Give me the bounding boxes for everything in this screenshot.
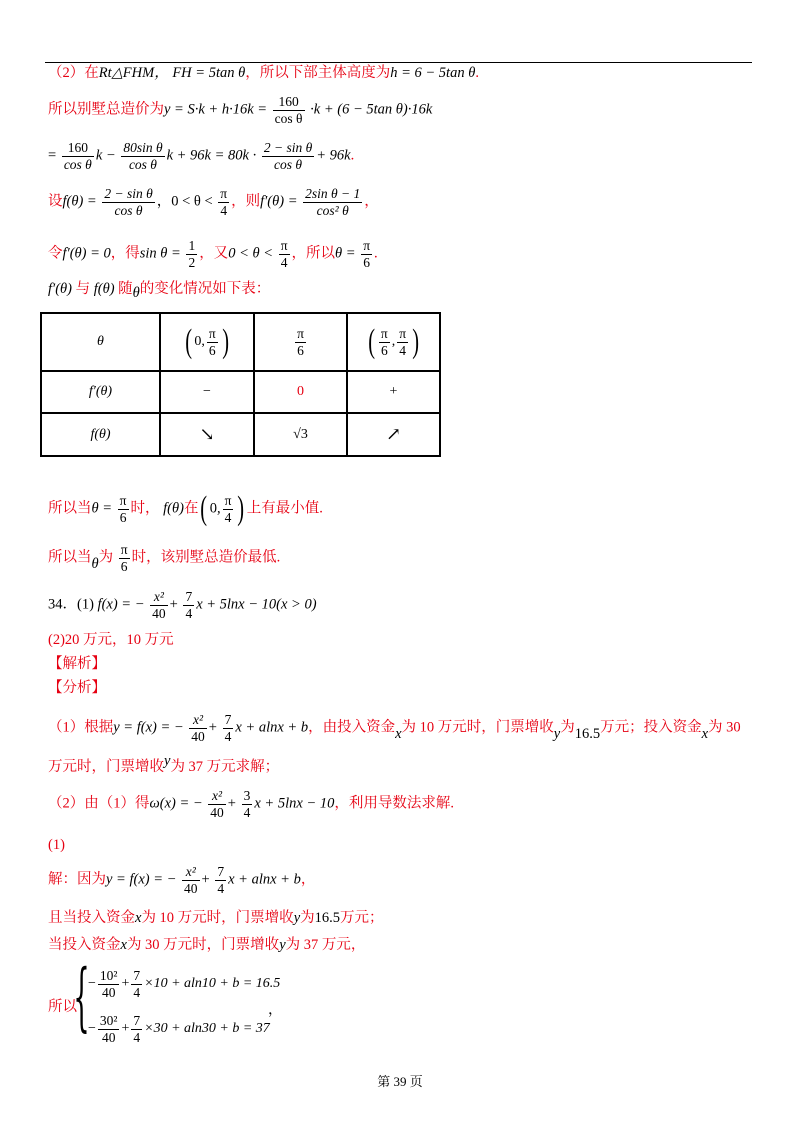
eq2-c: k + 96k = 80k · <box>166 147 257 164</box>
eq2-eq: = <box>48 147 57 164</box>
an2-frac2-den: 4 <box>243 804 251 820</box>
page-number: 第 39 页 <box>377 1074 423 1089</box>
sol-frac2-num: 7 <box>217 864 225 879</box>
let-frac1-num: 1 <box>188 238 196 253</box>
table-cell-interval2: ( $\frac{\pi}{6}$ , $\frac{\pi}{4}$ ) <box>347 313 440 371</box>
table-cell-interval1: ( 0, $\frac{\pi}{6}$ ) <box>160 313 254 371</box>
sys1-c: ×10 + aln10 + b = 16.5 <box>144 976 281 992</box>
set-frac3-num: 2sin θ − 1 <box>305 186 361 201</box>
sys1-frac2-num: 7 <box>133 968 141 983</box>
let-b: ，得 <box>110 245 140 262</box>
set-frac2 <box>218 186 229 218</box>
let-frac2-num: π <box>280 238 288 253</box>
q34-frac1-den: 40 <box>152 605 166 621</box>
cond1-b: 为 10 万元时，门票增收 <box>141 910 294 926</box>
an2-plus: + <box>227 795 236 812</box>
point-den: 6 <box>297 342 304 358</box>
an1-frac2-num: 7 <box>224 712 232 727</box>
row-f-decreasing-arrow-icon: ↘ <box>160 413 254 456</box>
eq2-frac2-num: 80sin θ <box>123 140 163 155</box>
an1-g: 为 <box>560 719 575 736</box>
sol-a: 解：因为 <box>48 871 106 888</box>
intro-rest-text: ，所以下部主体高度为 <box>245 65 391 81</box>
sol-frac2-den: 4 <box>217 880 225 896</box>
set-c: ，则 <box>231 193 261 210</box>
min-c: 时， <box>130 500 160 517</box>
let-lead: 令 <box>48 245 63 262</box>
row-fprime-v1: − <box>160 371 254 413</box>
intro-h-formula: h = 6 − 5tan θ <box>390 65 476 81</box>
set-frac2-den: 4 <box>220 202 228 218</box>
min-frac1 <box>118 493 129 525</box>
low-frac-num: π <box>120 542 128 557</box>
cond2-b: 为 30 万元时，门票增收 <box>126 937 280 953</box>
low-a: 所以当 <box>48 549 92 566</box>
let-frac2-den: 4 <box>280 254 288 270</box>
min-frac2 <box>223 493 234 525</box>
q34-answer2: (2)20 万元，10 万元 <box>48 632 174 648</box>
caption-f: f(θ) <box>93 281 115 297</box>
table-cell-point <box>254 313 347 371</box>
sys2-plus: + <box>121 1021 130 1037</box>
eq2-frac1 <box>62 140 94 172</box>
min-frac1-den: 6 <box>119 509 127 525</box>
row-fprime-v2: 0 <box>254 371 347 413</box>
lowest-line <box>48 542 280 574</box>
cost-expr-b: ·k + (6 − 5tan θ)·16k <box>310 101 433 118</box>
let-end: . <box>374 245 378 262</box>
cond1-d: 万元； <box>340 910 384 926</box>
intro-text: （2）在 <box>48 65 99 81</box>
an1-plus: + <box>208 719 217 736</box>
interval2-num1: π <box>380 325 388 341</box>
an1-d: x + alnx + b <box>235 719 309 736</box>
table-row <box>41 313 440 371</box>
sys2-c: ×30 + aln30 + b = 37 <box>144 1021 270 1037</box>
an2-b: ω(x) = − <box>149 795 203 812</box>
expand-line <box>48 140 354 172</box>
condition1-line <box>48 911 384 926</box>
variation-table <box>40 312 441 457</box>
sys1-frac2-den: 4 <box>133 984 141 1000</box>
part2-intro-line <box>48 66 479 81</box>
let-d: ，又 <box>199 245 229 262</box>
let-a: f′(θ) = 0 <box>62 245 111 262</box>
q34-line <box>48 589 317 621</box>
low-frac <box>119 542 130 574</box>
an1-frac2 <box>223 712 234 744</box>
cost-line <box>48 94 432 126</box>
let-frac1 <box>186 238 197 270</box>
q34-d: x + 5lnx − 10(x > 0) <box>196 596 317 613</box>
row-fprime-label: f′(θ) <box>41 371 160 413</box>
eq2-frac3 <box>262 140 314 172</box>
an1-value: 16.5 <box>574 726 601 743</box>
sys2-frac1-num: 30² <box>99 1013 118 1028</box>
caption-fprime: f′(θ) <box>48 281 72 297</box>
row-f-label: f(θ) <box>41 413 160 456</box>
system-eq1 <box>88 968 280 1000</box>
let-c: sin θ = <box>139 245 181 262</box>
low-frac-den: 6 <box>120 558 128 574</box>
so-lead: 所以 <box>48 999 77 1015</box>
cond2-x: x <box>120 937 127 953</box>
sol-e: ， <box>300 871 316 888</box>
interval1-den: 6 <box>208 342 216 358</box>
sys2-minus: − <box>88 1021 96 1037</box>
set-frac3-den: cos² θ <box>316 202 349 218</box>
intro-triangle: Rt△FHM， <box>98 65 169 81</box>
cost-lead: 所以别墅总造价为 <box>48 101 164 118</box>
cost-frac-num: 160 <box>273 94 305 111</box>
an2-e: ，利用导数法求解. <box>334 795 454 812</box>
an2-frac1-den: 40 <box>210 804 224 820</box>
interval2-den1: 6 <box>380 342 388 358</box>
q34-frac2 <box>183 589 194 621</box>
min-a: 所以当 <box>48 500 92 517</box>
an1-h: 万元；投入资金 <box>600 719 702 736</box>
an1-frac1-num: x² <box>189 712 207 729</box>
q34-plus: + <box>169 596 178 613</box>
header-rule <box>45 62 752 63</box>
an1-frac1 <box>189 712 207 744</box>
sol-frac1-den: 40 <box>184 880 198 896</box>
row-fprime-v3: + <box>347 371 440 413</box>
q34-frac1-num: x² <box>150 589 168 606</box>
min-e: 在 <box>183 500 199 517</box>
min-frac2-num: π <box>224 492 232 508</box>
eq2-b: k − <box>95 147 116 164</box>
eq2-frac1-num: 160 <box>62 140 94 157</box>
eq2-frac1-den: cos θ <box>63 156 92 172</box>
set-frac1-den: cos θ <box>114 202 143 218</box>
sol-frac1 <box>182 864 200 896</box>
an1-a: （1）根据 <box>48 719 114 736</box>
caption-theta: θ <box>132 285 140 301</box>
condition2-line <box>48 938 365 953</box>
system-brace: { <box>73 954 90 1040</box>
set-frac2-num: π <box>220 186 228 201</box>
an1-cont-a: 万元时，门票增收 <box>48 759 164 775</box>
sys1-frac1-num: 10² <box>99 968 118 983</box>
analysis-line1-cont <box>48 753 280 775</box>
an1-e: ，由投入资金 <box>308 719 396 736</box>
low-b: θ <box>91 556 99 573</box>
caption-and: 与 <box>75 281 91 297</box>
set-b: ，0 < θ < <box>156 193 213 210</box>
let-f: ，所以 <box>291 245 336 262</box>
analysis-line2 <box>48 788 454 820</box>
solution-line <box>48 864 315 896</box>
eq2-frac3-num: 2 − sin θ <box>263 140 313 155</box>
analysis-line1 <box>48 712 741 744</box>
analysis-tag: 【解析】 <box>48 656 106 672</box>
q34-frac1 <box>150 589 168 621</box>
sys2-frac2-den: 4 <box>133 1029 141 1045</box>
sol-frac2 <box>215 864 226 896</box>
an1-frac2-den: 4 <box>224 728 232 744</box>
an1-y: y <box>553 726 561 743</box>
min-d: f(θ) <box>163 500 184 517</box>
eq2-end: . <box>350 147 355 164</box>
low-c: 为 <box>98 549 114 566</box>
an2-d: x + 5lnx − 10 <box>254 795 335 812</box>
part1-label: (1) <box>48 837 65 853</box>
sys-end: ， <box>268 1002 283 1018</box>
let-e: 0 < θ < <box>228 245 274 262</box>
an2-frac1 <box>208 788 226 820</box>
cost-expr-a: y = S·k + h·16k = <box>164 101 268 118</box>
cost-frac-den: cos θ <box>274 110 303 126</box>
let-frac3 <box>361 238 372 270</box>
set-frac1-num: 2 − sin θ <box>104 186 153 201</box>
sol-frac1-num: x² <box>182 864 200 881</box>
an2-frac2-num: 3 <box>243 788 251 803</box>
let-frac2 <box>279 238 290 270</box>
an1-f: 为 10 万元时，门票增收 <box>401 719 554 736</box>
interval1-left: 0, <box>194 334 205 350</box>
interval2-num2: π <box>399 325 407 341</box>
low-d: 时，该别墅总造价最低. <box>131 549 281 566</box>
let-frac3-num: π <box>363 238 371 253</box>
table-head-theta: θ <box>41 313 160 371</box>
sys2-frac2-num: 7 <box>133 1013 141 1028</box>
let-line <box>48 238 378 270</box>
intro-fh-formula: FH = 5tan θ <box>172 65 246 81</box>
min-frac1-num: π <box>119 492 127 508</box>
set-a: f(θ) = <box>62 193 97 210</box>
cond2-c: 为 37 万元， <box>285 937 366 953</box>
sys1-plus: + <box>121 976 130 992</box>
table-row <box>41 413 440 456</box>
let-frac3-den: 6 <box>363 254 370 270</box>
an2-frac2 <box>242 788 253 820</box>
an1-x: x <box>395 726 402 743</box>
eq2-frac2-den: cos θ <box>128 156 157 172</box>
an1-cont-y: y <box>164 753 171 769</box>
q34-frac2-num: 7 <box>185 589 193 604</box>
point-num: π <box>297 325 304 341</box>
table-caption <box>48 281 271 301</box>
eq2-frac3-den: cos θ <box>274 156 303 172</box>
set-lead: 设 <box>48 193 63 210</box>
sol-d: x + alnx + b <box>228 871 301 888</box>
an1-i: 为 30 <box>708 719 741 736</box>
an2-frac1-num: x² <box>208 788 226 805</box>
q34-number: 34．(1) <box>48 596 94 613</box>
an1-x2: x <box>701 726 709 743</box>
min-frac2-den: 4 <box>224 509 232 525</box>
set-frac3 <box>303 186 362 218</box>
intro-end: . <box>475 65 479 81</box>
cond1-c: 为 <box>300 910 315 926</box>
eq2-d: + 96k <box>316 147 351 164</box>
q34-frac2-den: 4 <box>185 605 193 621</box>
min-h: 上有最小值. <box>246 500 323 517</box>
set-frac1 <box>102 186 154 218</box>
an1-frac1-den: 40 <box>191 728 205 744</box>
min-b: θ = <box>91 500 113 517</box>
cond1-y: y <box>293 910 301 926</box>
cond2-a: 当投入资金 <box>48 937 121 953</box>
cond1-value: 16.5 <box>314 910 340 926</box>
interval2-den2: 4 <box>399 342 407 358</box>
cond1-a: 且当投入资金 <box>48 910 135 926</box>
min-line: 所以当θ = $\frac{\pi}{6}$ 时， f(θ)在( 0, $\frac{\pi}{4}$ ) 上有最小值. <box>48 490 323 527</box>
let-frac1-den: 2 <box>188 254 196 270</box>
caption-with: 随 <box>118 281 133 297</box>
row-f-increasing-arrow-icon: ↗ <box>347 413 440 456</box>
sys1-minus: − <box>88 976 96 992</box>
row-f-v2: √3 <box>254 413 347 456</box>
set-d: f′(θ) = <box>260 193 298 210</box>
sys1-frac1-den: 40 <box>101 984 116 1000</box>
an1-cont-b: 为 37 万元求解； <box>170 759 280 775</box>
cond2-y: y <box>279 937 286 953</box>
sol-b: y = f(x) = − <box>106 871 177 888</box>
let-g: θ = <box>335 245 356 262</box>
fenxi-tag: 【分析】 <box>48 680 106 696</box>
caption-rest: 的变化情况如下表： <box>139 281 271 297</box>
interval1-num: π <box>208 325 216 341</box>
define-line <box>48 186 379 218</box>
sol-plus: + <box>201 871 210 888</box>
an1-b: y = f(x) = − <box>113 719 184 736</box>
eq2-frac2 <box>121 140 164 172</box>
set-end: ， <box>364 193 379 210</box>
sys2-frac1-den: 40 <box>101 1029 116 1045</box>
cond1-x: x <box>135 910 142 926</box>
min-g: 0, <box>209 500 221 517</box>
system-eq2 <box>88 1013 270 1045</box>
cost-fraction <box>273 94 305 126</box>
q34-b: f(x) = − <box>97 596 145 613</box>
table-row <box>41 371 440 413</box>
an2-a: （2）由（1）得 <box>48 795 150 812</box>
